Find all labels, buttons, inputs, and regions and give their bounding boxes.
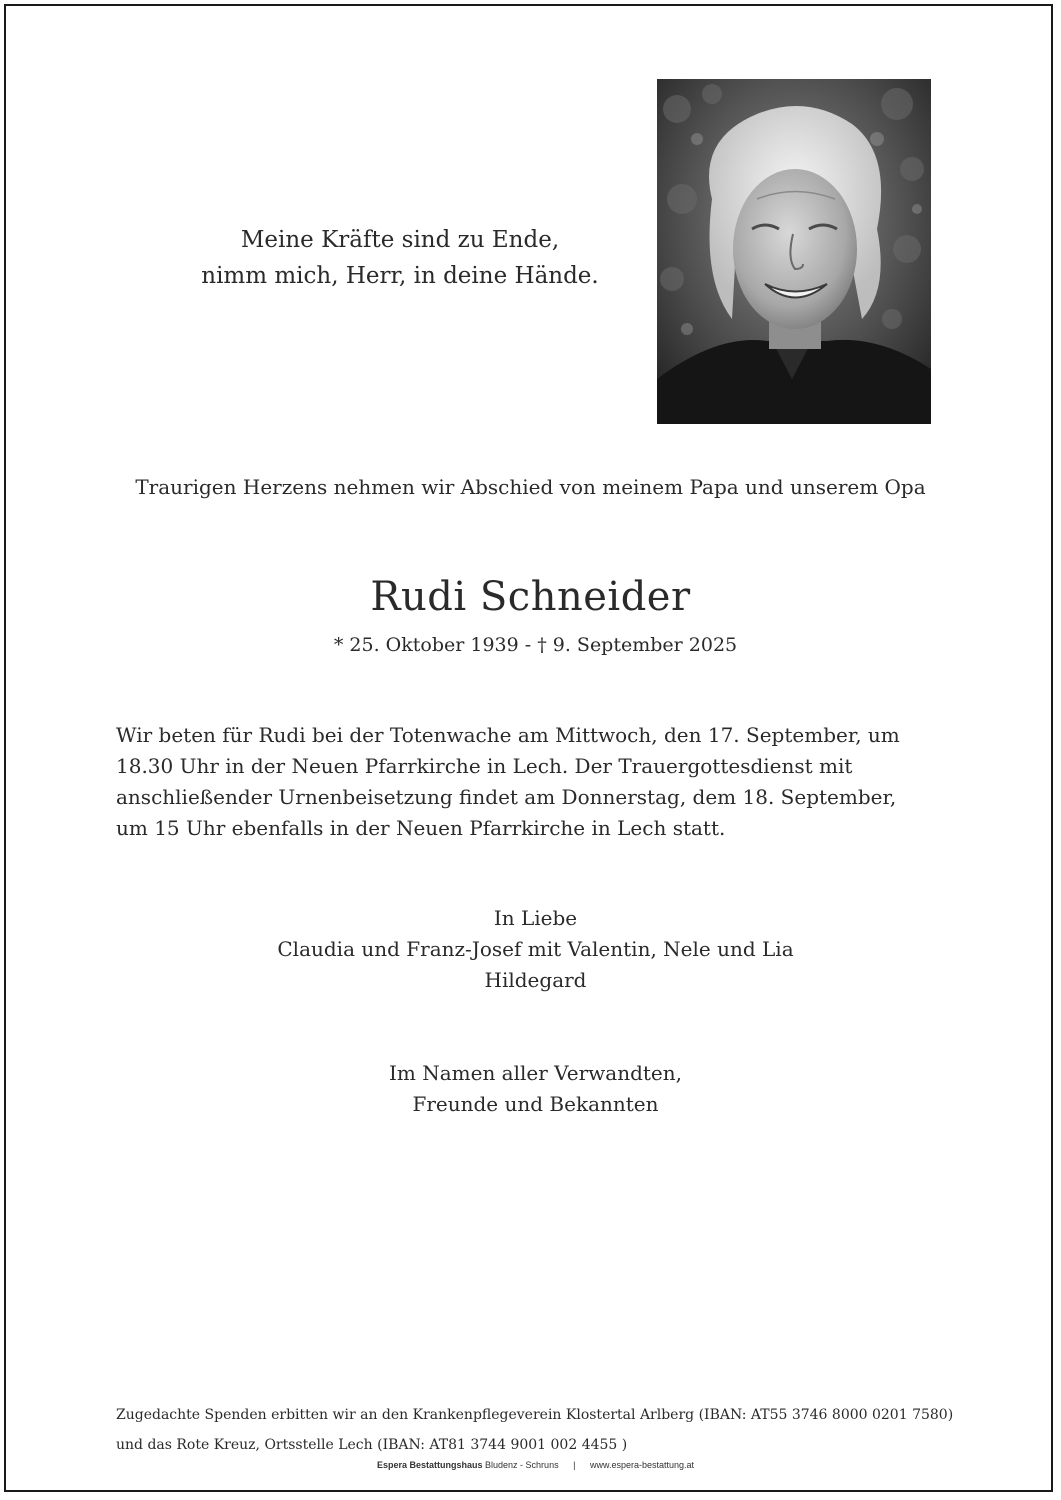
service-notice	[116, 720, 946, 844]
relatives-line-1: Im Namen aller Verwandten,	[389, 1061, 682, 1085]
notice-line-3: anschließender Urnenbeisetzung findet am Donnerstag, dem 18. September,	[116, 785, 897, 809]
family-greeting: In Liebe	[493, 906, 578, 930]
footer-locations: Bludenz - Schruns	[485, 1460, 559, 1470]
relatives-signature	[100, 1058, 971, 1120]
portrait-photo	[657, 79, 931, 424]
family-line-1: Claudia und Franz-Josef mit Valentin, Nele und Lia	[277, 937, 794, 961]
relatives-line-2: Freunde und Bekannten	[412, 1092, 659, 1116]
donations-note	[116, 1400, 966, 1460]
memorial-verse	[180, 222, 620, 294]
footer-separator: |	[573, 1460, 576, 1470]
donations-line-1: Zugedachte Spenden erbitten wir an den Krankenpflegeverein Klostertal Arlberg (IBAN: AT55 3746 8000 0201 7580)	[116, 1407, 954, 1423]
life-dates: * 25. Oktober 1939 - † 9. September 2025	[333, 634, 738, 656]
portrait-photo-icon	[657, 79, 931, 424]
verse-line-1: Meine Kräfte sind zu Ende,	[240, 227, 560, 253]
footer	[100, 1458, 971, 1472]
family-line-2: Hildegard	[484, 968, 587, 992]
intro-text: Traurigen Herzens nehmen wir Abschied von meinem Papa und unserem Opa	[135, 475, 926, 499]
notice-line-2: 18.30 Uhr in der Neuen Pfarrkirche in Lech. Der Trauergottesdienst mit	[116, 754, 853, 778]
verse-line-2: nimm mich, Herr, in deine Hände.	[201, 263, 599, 289]
footer-website: www.espera-bestattung.at	[589, 1460, 695, 1470]
family-signature	[100, 903, 971, 996]
notice-line-4: um 15 Uhr ebenfalls in der Neuen Pfarrkirche in Lech statt.	[116, 816, 726, 840]
footer-brand: Espera Bestattungshaus	[376, 1460, 483, 1470]
donations-line-2: und das Rote Kreuz, Ortsstelle Lech (IBAN: AT81 3744 9001 002 4455 )	[116, 1437, 628, 1453]
notice-line-1: Wir beten für Rudi bei der Totenwache am Mittwoch, den 17. September, um	[116, 723, 900, 747]
deceased-name: Rudi Schneider	[370, 574, 691, 620]
